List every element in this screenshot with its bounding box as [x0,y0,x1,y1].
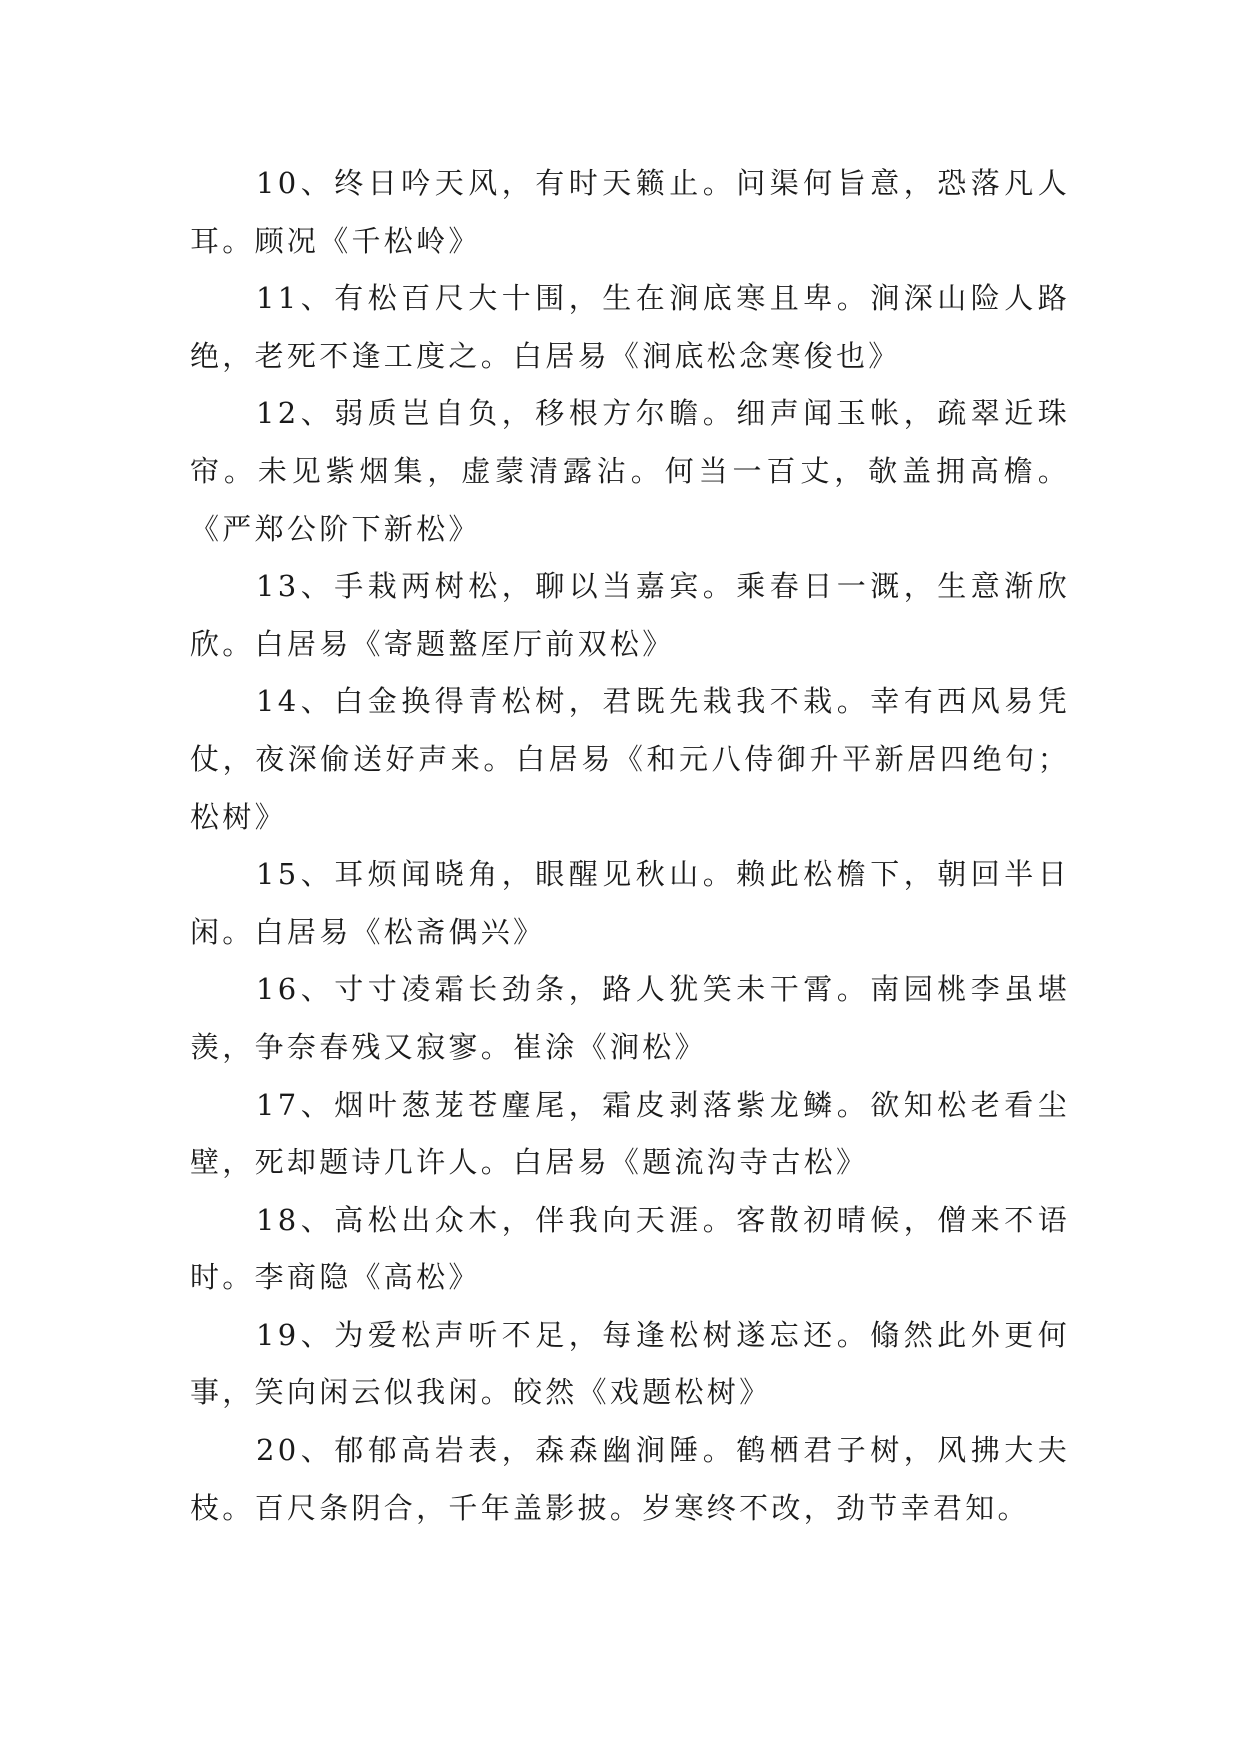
poem-paragraph-17: 17、烟叶葱茏苍麈尾，霜皮剥落紫龙鳞。欲知松老看尘壁，死却题诗几许人。白居易《题流沟寺古松》 [190,1087,1070,1180]
poem-paragraph-11: 11、有松百尺大十围，生在涧底寒且卑。涧深山险人路绝，老死不逢工度之。白居易《涧底松念寒俊也》 [190,281,1070,373]
poem-paragraph-15: 15、耳烦闻晓角，眼醒见秋山。赖此松檐下，朝回半日闲。白居易《松斋偶兴》 [190,857,1070,949]
poem-paragraph-20: 20、郁郁高岩表，森森幽涧陲。鹤栖君子树，风拂大夫枝。百尺条阴合，千年盖影披。岁寒终不改，劲节幸君知。 [190,1433,1070,1525]
poem-paragraph-19: 19、为爱松声听不足，每逢松树遂忘还。翛然此外更何事，笑向闲云似我闲。皎然《戏题松树》 [190,1317,1070,1410]
poem-paragraph-16: 16、寸寸凌霜长劲条，路人犹笑未干霄。南园桃李虽堪羡，争奈春残又寂寥。崔涂《涧松》 [190,972,1070,1064]
document-page [190,155,1070,1537]
poem-paragraph-14: 14、白金换得青松树，君既先栽我不栽。幸有西风易凭仗，夜深偷送好声来。白居易《和元八侍御升平新居四绝句；松树》 [190,684,1070,834]
poem-paragraph-10: 10、终日吟天风，有时天籁止。问渠何旨意，恐落凡人耳。顾况《千松岭》 [190,166,1070,258]
poem-paragraph-12: 12、弱质岂自负，移根方尔瞻。细声闻玉帐，疏翠近珠帘。未见紫烟集，虚蒙清露沾。何当一百丈，欹盖拥高檐。《严郑公阶下新松》 [190,396,1070,546]
poem-paragraph-18: 18、高松出众木，伴我向天涯。客散初晴候，僧来不语时。李商隐《高松》 [190,1202,1070,1295]
poem-paragraph-13: 13、手栽两树松，聊以当嘉宾。乘春日一溉，生意渐欣欣。白居易《寄题盩厔厅前双松》 [190,569,1070,661]
